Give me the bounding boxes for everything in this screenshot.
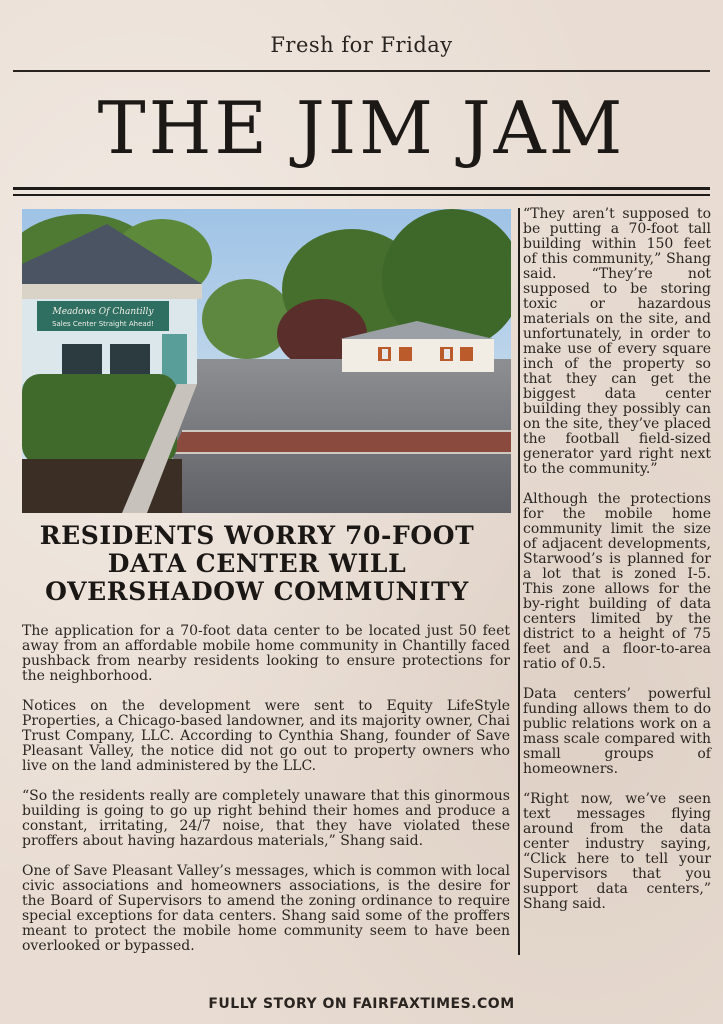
main-story xyxy=(22,624,510,969)
side-paragraph-2: Although the protections for the mobile home community limit the size of adjacent developments, Starwood’s is planned for a lot that is zoned I-5. This zone allows for the by-right building of data centers limited by the district to a height of 75 feet and a floor-to-area ratio of 0.5. xyxy=(523,491,711,672)
side-column xyxy=(523,207,711,927)
masthead-rule-thin xyxy=(13,194,710,196)
top-rule xyxy=(13,70,710,72)
story-paragraph-3: “So the residents really are completely unaware that this ginormous building is going to go up right behind their homes and produce a constant, irritating, 24/7 noise, that they have violated these proffers about having hazardous materials,” Shang said. xyxy=(22,788,510,849)
headline: RESIDENTS WORRY 70-FOOT DATA CENTER WILL OVERSHADOW COMMUNITY xyxy=(39,521,475,606)
footer-link[interactable]: FULLY STORY ON FAIRFAXTIMES.COM xyxy=(208,996,515,1012)
column-divider xyxy=(518,208,520,955)
masthead: THE JIM JAM xyxy=(97,86,626,170)
story-paragraph-2: Notices on the development were sent to Equity LifeStyle Properties, a Chicago-based landowner, and its majority owner, Chai Trust Company, LLC. According to Cynthia Shang, founder of Save Pleasant Valley, the notice did not go out to property owners who live on the land administered by the LLC. xyxy=(22,698,510,774)
side-paragraph-4: “Right now, we’ve seen text messages flying around from the data center industry saying, “Click here to tell your Supervisors that you support data centers,” Shang said. xyxy=(523,791,711,912)
lead-photo xyxy=(22,209,511,513)
kicker: Fresh for Friday xyxy=(270,33,453,57)
sign-line-2: Sales Center Straight Ahead! xyxy=(52,320,154,328)
masthead-rule-thick xyxy=(13,187,710,190)
story-paragraph-4: One of Save Pleasant Valley’s messages, which is common with local civic associations and homeowners associations, is the desire for the Board of Supervisors to amend the zoning ordinance to require special exceptions for data centers. Shang said some of the proffers meant to protect the mobile home community seem to have been overlooked or bypassed. xyxy=(22,863,510,954)
side-paragraph-1: “They aren’t supposed to be putting a 70-foot tall building within 150 feet of this community,” Shang said. “They’re not supposed to be storing toxic or hazardous materials on the site, and unfortunately, in order to make use of every square inch of the property so that they can get the biggest data center building they possibly can on the site, they’ve placed the football field-sized generator yard right next to the community.” xyxy=(523,206,711,477)
story-paragraph-1: The application for a 70-foot data center to be located just 50 feet away from an affordable mobile home community in Chantilly faced pushback from nearby residents looking to ensure protections for the neighborhood. xyxy=(22,623,510,684)
side-paragraph-3: Data centers’ powerful funding allows them to do public relations work on a mass scale compared with small groups of homeowners. xyxy=(523,686,711,777)
sign-line-1: Meadows Of Chantilly xyxy=(52,307,154,317)
